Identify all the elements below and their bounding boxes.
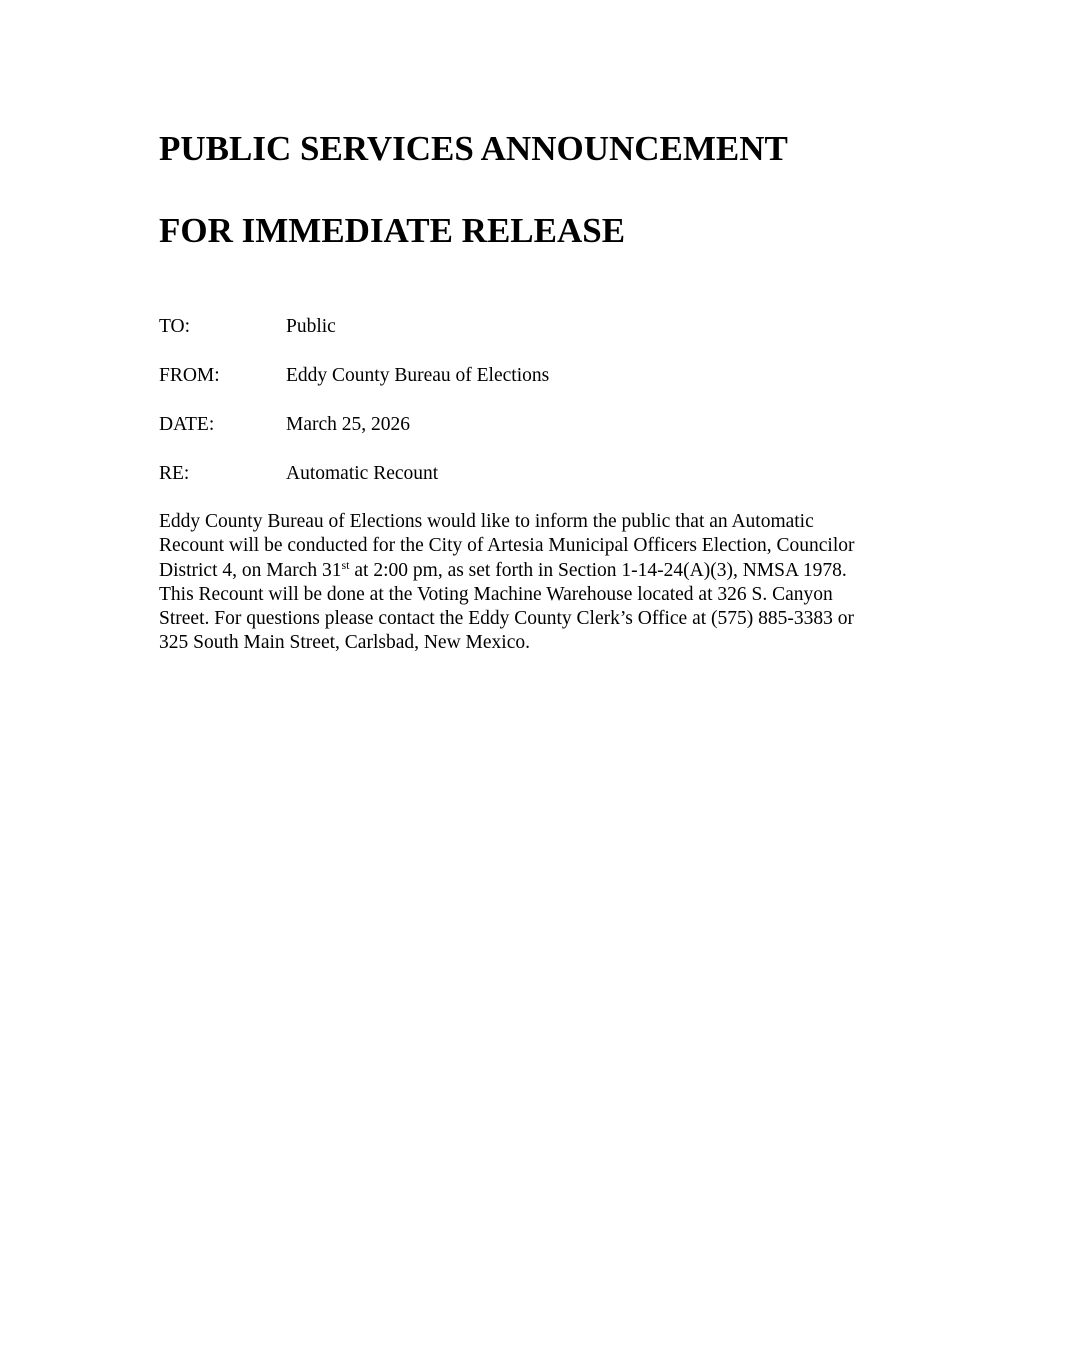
body-line-2: Recount will be conducted for the City of Artesia Municipal Officers Election, Councilor — [159, 535, 855, 557]
body-line-5: Street. For questions please contact the Eddy County Clerk’s Office at (575) 885-3383 or — [159, 608, 854, 630]
body-line-3 — [159, 559, 939, 583]
release-title: FOR IMMEDIATE RELEASE — [159, 211, 626, 250]
memo-date-value: March 25, 2026 — [286, 414, 411, 435]
memo-date-label: DATE: — [159, 414, 215, 435]
body-line-6: 325 South Main Street, Carlsbad, New Mexico. — [159, 632, 530, 654]
memo-from-value: Eddy County Bureau of Elections — [286, 365, 550, 386]
body-line-1: Eddy County Bureau of Elections would like to inform the public that an Automatic — [159, 511, 814, 532]
body-line-4: This Recount will be done at the Voting Machine Warehouse located at 326 S. Canyon — [159, 583, 833, 605]
announcement-body — [159, 510, 939, 656]
announcement-title: PUBLIC SERVICES ANNOUNCEMENT — [159, 129, 788, 168]
body-line-3-end: at 2:00 pm, as set forth in Section 1-14-24(A)(3), NMSA 1978. — [349, 559, 847, 581]
memo-to-value: Public — [286, 316, 336, 337]
memo-to-label: TO: — [159, 316, 191, 337]
memo-re-label: RE: — [159, 463, 190, 484]
ordinal-suffix: st — [341, 557, 350, 572]
memo-from-label: FROM: — [159, 365, 220, 386]
memo-re-value: Automatic Recount — [286, 463, 439, 484]
body-line-3-start: District 4, on March 31 — [159, 559, 342, 581]
